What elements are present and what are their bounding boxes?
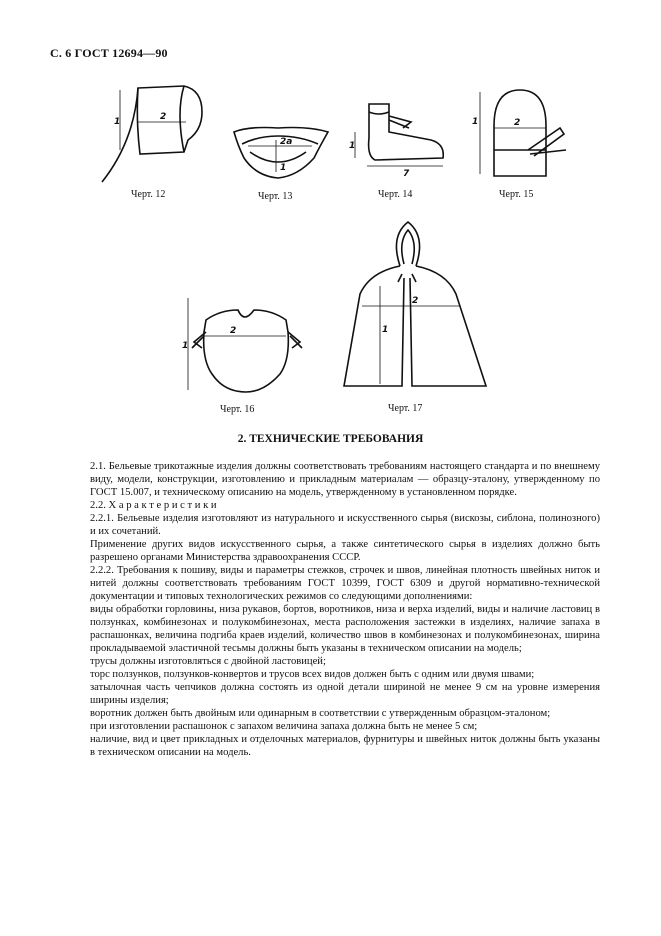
paragraph: при изготовлении распашонок с запахом величина запаха должна быть не менее 5 см; — [90, 721, 478, 732]
dim-label: 1 — [349, 141, 356, 151]
section-title: 2. ТЕХНИЧЕСКИЕ ТРЕБОВАНИЯ — [237, 433, 424, 445]
figure-14-caption: Черт. 14 — [378, 189, 413, 200]
dim-label: 7 — [403, 169, 410, 179]
dim-label: 2 — [514, 118, 521, 128]
paragraph: наличие, вид и цвет прикладных и отделочных материалов, фурнитуры и швейных ниток должны быть указаны в техническом описании на модель. — [90, 734, 600, 758]
page-header: С. 6 ГОСТ 12694—90 — [50, 46, 168, 60]
dim-label: 1 — [382, 325, 389, 335]
figure-13-briefs — [228, 122, 332, 184]
dim-label: 2 — [412, 296, 419, 306]
paragraph: торс ползунков, ползунков-конвертов и трусов всех видов должен быть с одним или двумя швами; — [90, 669, 535, 680]
paragraph: 2.1. Бельевые трикотажные изделия должны соответствовать требованиям настоящего стандарта и по внешнему виду, модели, конструкции, изготовлению и прикладным материалам — образцу-эталону, утвержденному по ГОСТ 15.007, и техническому описанию на модель, утвержденному в установленном порядке. — [90, 461, 600, 498]
figure-15-caption: Черт. 15 — [499, 189, 534, 200]
body-text — [90, 460, 600, 759]
paragraph: виды обработки горловины, низа рукавов, бортов, воротников, низа и верха изделий, виды и наличие ластовиц в ползунках, комбинезонах и полукомбинезонах, места расположения застежки в изделиях, наличие запаха в распашонках, величина подгиба краев изделий, количество швов в комбинезонах и полукомбинезонах, ширина прокладываемой эластичной тесьмы должны быть указаны в техническом описании на модель; — [90, 604, 600, 654]
figure-12-caption: Черт. 12 — [131, 189, 166, 200]
figure-16-bib — [180, 290, 310, 400]
dim-label: 1 — [114, 117, 121, 127]
dim-label: 1 — [280, 163, 287, 173]
figure-16-caption: Черт. 16 — [220, 404, 255, 415]
dim-label: 2 — [160, 112, 167, 122]
figure-17-cape — [340, 216, 490, 396]
paragraph: воротник должен быть двойным или одинарным в соответствии с утвержденным образцом-эталоном; — [90, 708, 551, 719]
dim-label: 2a — [280, 137, 293, 147]
dim-label: 1 — [182, 341, 189, 351]
paragraph: 2.2.2. Требования к пошиву, виды и параметры стежков, строчек и швов, линейная плотность швейных ниток и нитей должны соответствовать требованиям ГОСТ 10399, ГОСТ 6309 и другой нормативно-технической документации и типовых технологических режимов со следующими дополнениями: — [90, 565, 600, 602]
dim-label: 2 — [230, 326, 237, 336]
figure-12-bonnet — [98, 82, 210, 184]
paragraph: трусы должны изготовляться с двойной ластовицей; — [90, 656, 326, 667]
dim-label: 1 — [472, 117, 479, 127]
paragraph: 2.2.1. Бельевые изделия изготовляют из натурального и искусственного сырья (вискозы, сиблона, полинозного) и их сочетаний. — [90, 513, 600, 537]
paragraph: Применение других видов искусственного сырья, а также синтетического сырья в изделиях должно быть разрешено органами Министерства здравоохранения СССР. — [90, 539, 600, 563]
figure-15-mitten — [468, 84, 572, 182]
figure-14-bootie — [345, 98, 451, 180]
paragraph: 2.2. Х а р а к т е р и с т и к и — [90, 500, 217, 511]
figure-13-caption: Черт. 13 — [258, 191, 293, 202]
figure-17-caption: Черт. 17 — [388, 403, 423, 414]
paragraph: затылочная часть чепчиков должна состоять из одной детали шириной не менее 9 см на уровне измерения ширины изделия; — [90, 682, 600, 706]
